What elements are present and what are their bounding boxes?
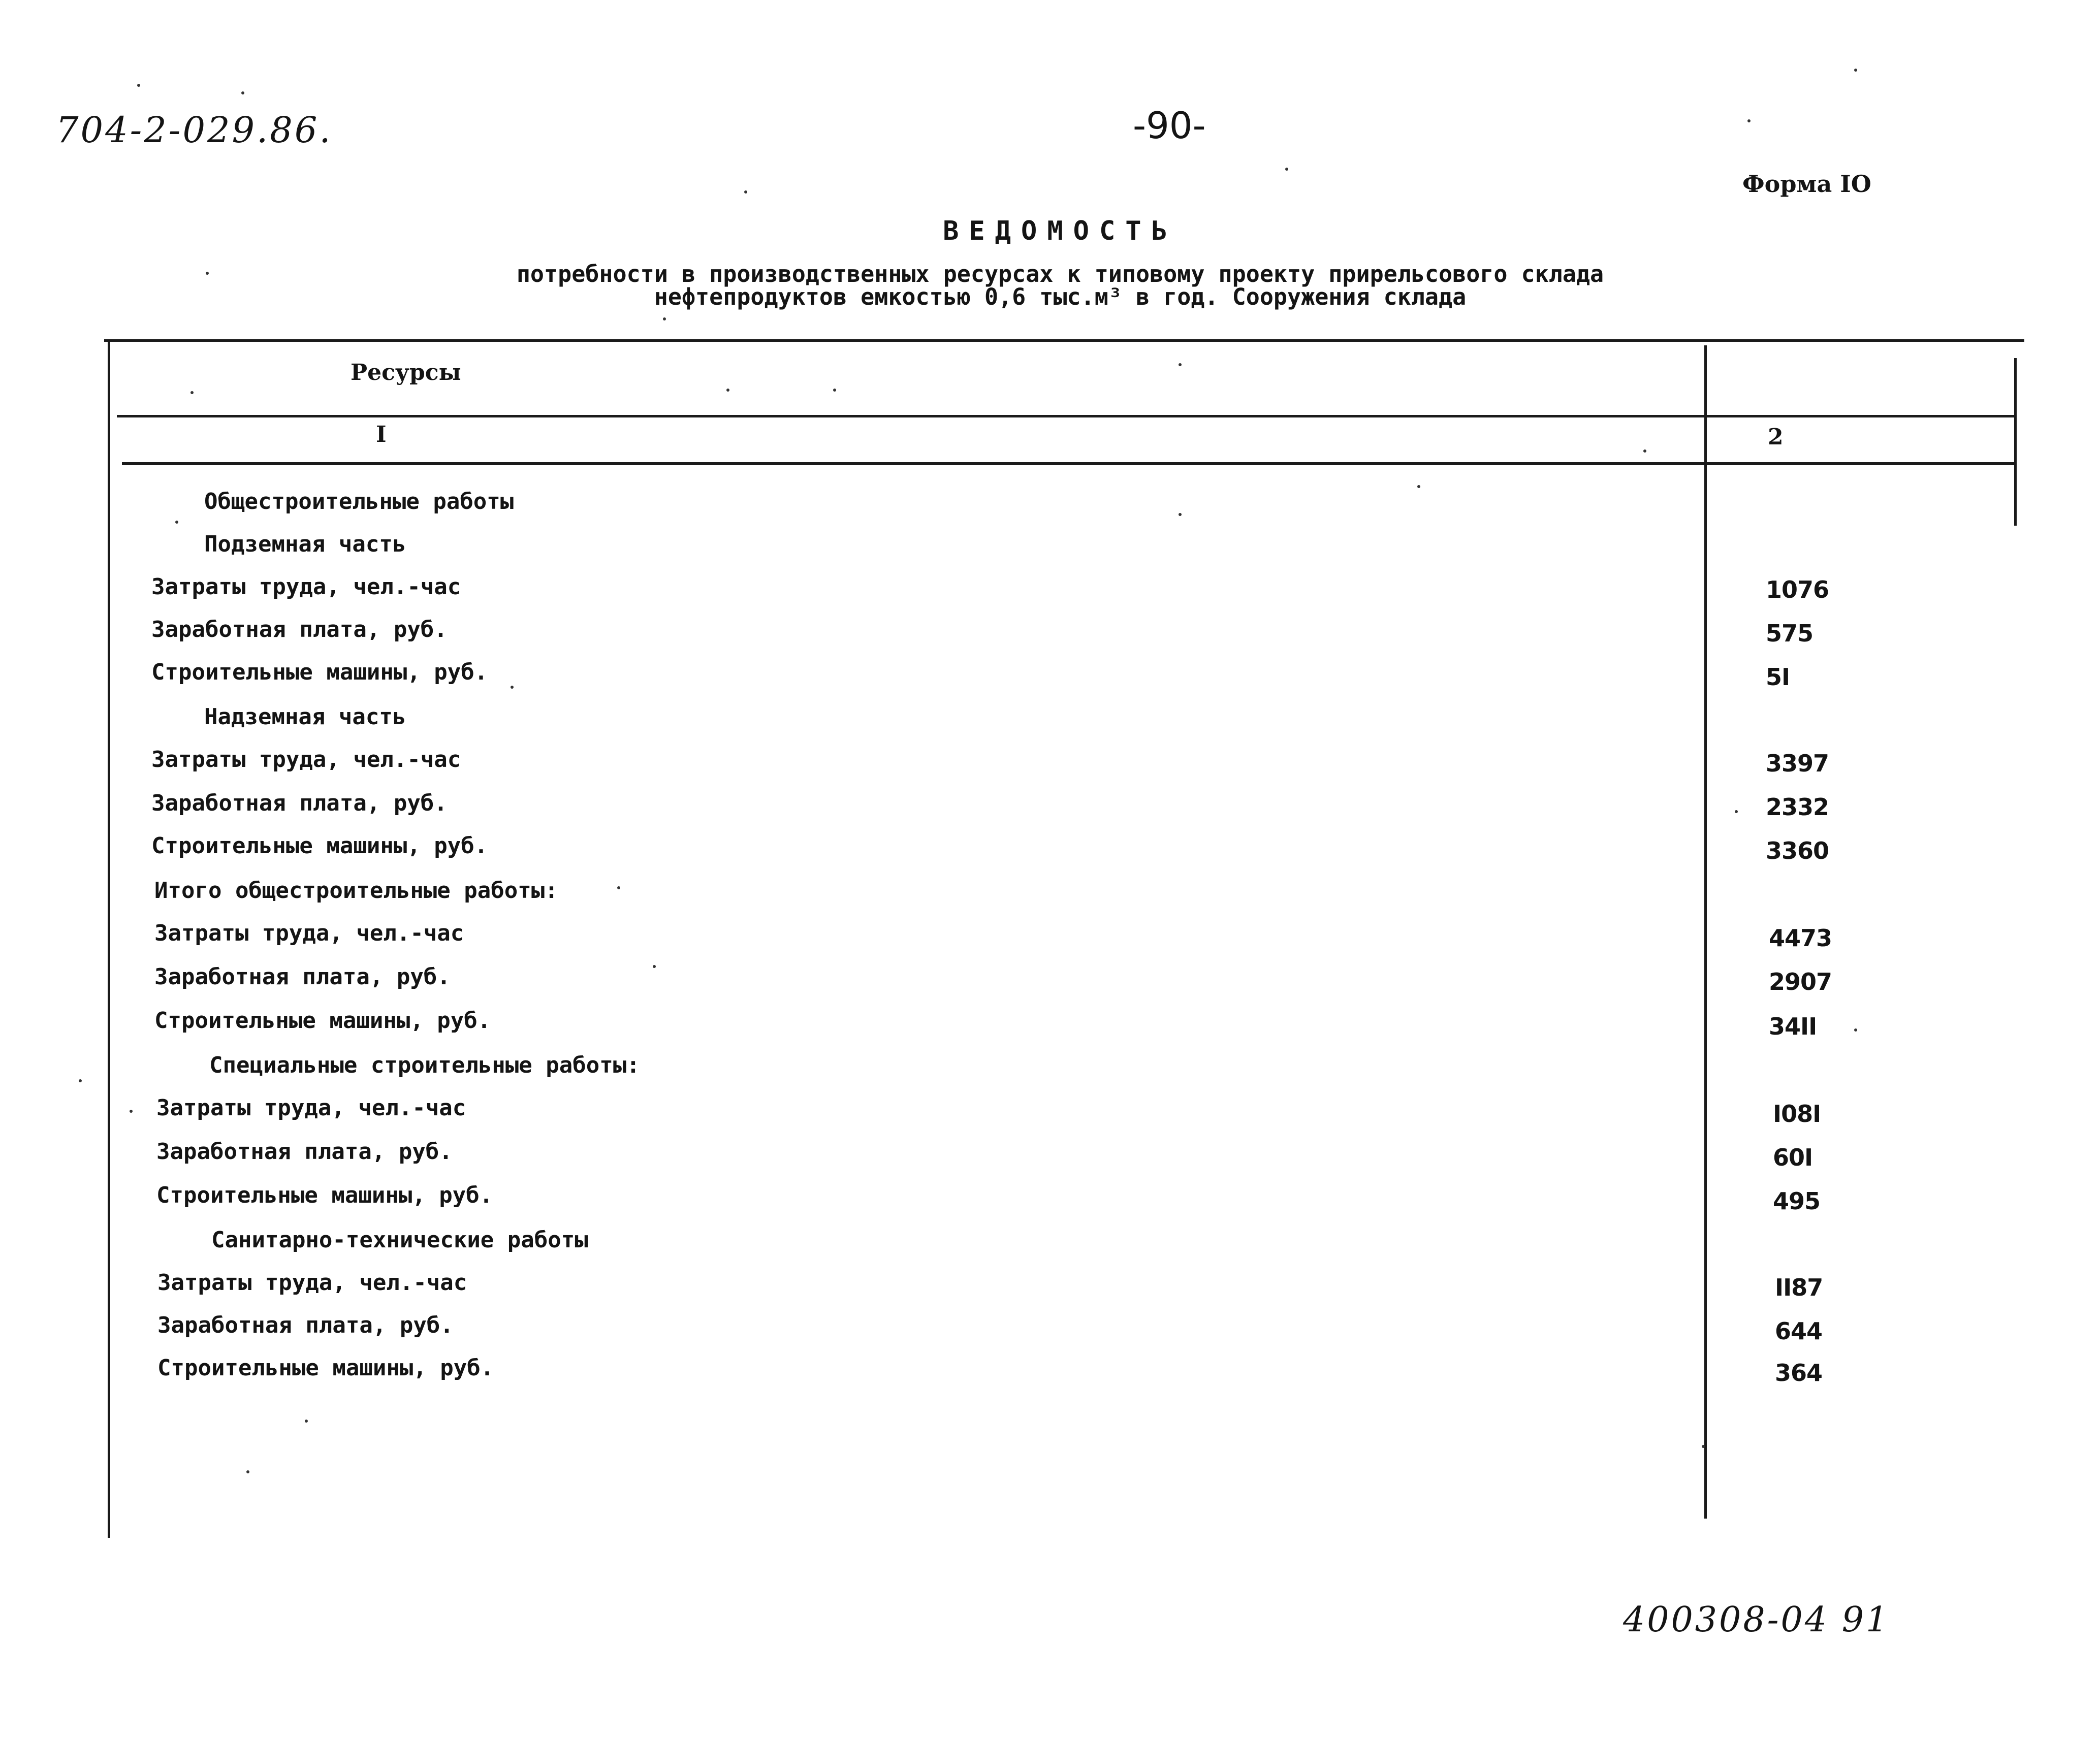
table-row-label: Строительные машины, руб. xyxy=(156,1182,493,1208)
numbering-divider xyxy=(122,462,2017,465)
header-divider xyxy=(117,415,2017,417)
table-row-label: Затраты труда, чел.-час xyxy=(154,920,464,946)
scan-speck xyxy=(137,84,140,87)
table-row-value: 4473 xyxy=(1769,924,1832,952)
scan-speck xyxy=(1747,119,1751,122)
scan-speck xyxy=(246,1470,249,1473)
table-row-value: 364 xyxy=(1775,1359,1823,1387)
table-row-label: Затраты труда, чел.-час xyxy=(151,574,461,600)
table-row-label: Затраты труда, чел.-час xyxy=(156,1095,466,1121)
scan-speck xyxy=(511,686,514,689)
scan-speck xyxy=(1179,363,1182,366)
archive-number: 400308-04 91 xyxy=(1623,1600,1890,1640)
scan-speck xyxy=(175,521,178,524)
page-number: -90- xyxy=(1133,104,1206,147)
table-row-value: II87 xyxy=(1775,1274,1823,1301)
scan-speck xyxy=(190,391,194,394)
table-row-value: 3360 xyxy=(1766,837,1829,864)
table-row-label: Заработная плата, руб. xyxy=(151,790,448,816)
table-row-label: Затраты труда, чел.-час xyxy=(151,747,461,772)
scan-speck xyxy=(1643,449,1646,453)
scan-speck xyxy=(653,965,656,968)
table-row-label: Строительные машины, руб. xyxy=(154,1008,491,1034)
table-row-label: Заработная плата, руб. xyxy=(154,964,451,990)
table-row-value: 5I xyxy=(1766,663,1790,691)
scan-speck xyxy=(726,389,729,392)
column-number-2: 2 xyxy=(1768,424,1784,450)
column-header-resources: Ресурсы xyxy=(351,360,461,385)
scan-speck xyxy=(1854,1028,1857,1032)
column-number-1: I xyxy=(376,422,387,447)
section-heading: Специальные строительные работы: xyxy=(209,1052,640,1078)
table-row-value: 34II xyxy=(1769,1013,1817,1040)
scan-speck xyxy=(1179,513,1182,516)
table-right-border xyxy=(2014,358,2017,526)
table-row-value: 60I xyxy=(1773,1144,1813,1171)
column-divider xyxy=(1704,345,1707,1519)
table-row-label: Заработная плата, руб. xyxy=(151,617,448,642)
scan-speck xyxy=(305,1420,308,1423)
table-row-value: 2907 xyxy=(1769,968,1832,995)
table-row-value: 2332 xyxy=(1766,793,1829,821)
table-row-label: Затраты труда, чел.-час xyxy=(157,1270,467,1296)
table-row-value: 1076 xyxy=(1766,576,1829,603)
table-row-value: 575 xyxy=(1766,620,1813,647)
form-label: Форма IO xyxy=(1742,170,1871,198)
scan-speck xyxy=(1285,168,1288,171)
scan-speck xyxy=(130,1110,133,1113)
document-title: ВЕДОМОСТЬ xyxy=(943,216,1178,246)
scan-speck xyxy=(241,91,244,94)
document-subtitle-line2: нефтепродуктов емкостью 0,6 тыс.м³ в год. Сооружения склада xyxy=(654,283,1467,310)
scan-speck xyxy=(1702,1445,1705,1448)
scan-speck xyxy=(833,389,836,392)
section-heading: Итого общестроительные работы: xyxy=(154,878,558,904)
table-row-label: Строительные машины, руб. xyxy=(151,659,488,685)
scan-speck xyxy=(663,317,666,320)
subsection-heading: Надземная часть xyxy=(204,704,406,730)
table-left-border xyxy=(108,339,110,1538)
table-row-label: Строительные машины, руб. xyxy=(151,833,488,859)
table-row-value: I08I xyxy=(1773,1100,1821,1128)
table-row-label: Заработная плата, руб. xyxy=(157,1312,454,1338)
section-heading: Общестроительные работы xyxy=(204,489,514,514)
scan-speck xyxy=(617,886,620,889)
scan-speck xyxy=(206,272,209,275)
document-subtitle-line1: потребности в производственных ресурсах к типовому проекту прирельсового склада xyxy=(516,261,1604,287)
scan-speck xyxy=(1854,69,1857,72)
scan-speck xyxy=(1417,485,1420,488)
table-row-label: Заработная плата, руб. xyxy=(156,1139,453,1165)
section-heading: Санитарно-технические работы xyxy=(211,1227,588,1253)
scan-speck xyxy=(79,1079,82,1082)
scan-speck xyxy=(744,190,747,194)
table-row-value: 3397 xyxy=(1766,750,1829,777)
table-top-border xyxy=(104,339,2024,342)
scan-speck xyxy=(1735,810,1738,813)
table-row-label: Строительные машины, руб. xyxy=(157,1355,494,1381)
subsection-heading: Подземная часть xyxy=(204,531,406,557)
document-code: 704-2-029.86. xyxy=(56,109,333,151)
table-row-value: 644 xyxy=(1775,1317,1823,1345)
table-row-value: 495 xyxy=(1773,1187,1821,1215)
